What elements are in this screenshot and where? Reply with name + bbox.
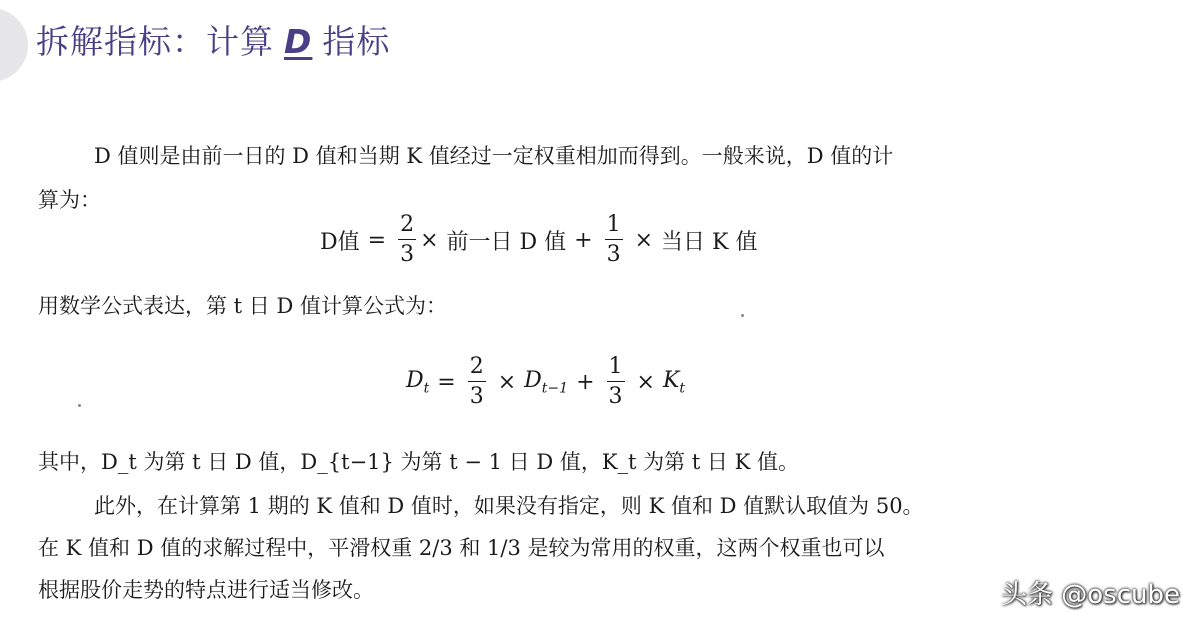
fraction-denominator: 3 [608,384,623,409]
fraction-denominator: 3 [606,242,621,267]
title-d-letter: D [284,22,313,61]
plus-sign: + [576,369,595,395]
fraction-one-third [605,214,623,266]
times-sign: × [636,369,655,395]
paragraph-line: 在 K 值和 D 值的求解过程中，平滑权重 2/3 和 1/3 是较为常用的权重，这两个权重也可以 [38,536,885,560]
paragraph-line: 此外，在计算第 1 期的 K 值和 D 值时，如果没有指定，则 K 值和 D 值默认取值为 50。 [94,494,924,518]
slide-title [36,16,390,63]
paragraph-line: 用数学公式表达，第 t 日 D 值计算公式为： [38,294,447,318]
formula-term-d-prev: $D_{t-1}$ [524,367,569,397]
paragraph-line: D 值则是由前一日的 D 值和当期 K 值经过一定权重相加而得到。一般来说，D 值的计 [94,144,894,168]
plus-sign: + [574,227,593,253]
fraction-two-thirds [468,356,486,408]
fraction-two-thirds [398,214,416,266]
corner-decoration [0,8,28,82]
paragraph-line: 算为： [38,188,101,212]
equals-sign: = [367,227,387,253]
times-sign: × [634,227,654,253]
formula-lhs: $D_t$ [406,367,430,397]
fraction-numerator: 2 [398,214,416,240]
fraction-denominator: 3 [469,384,484,409]
equals-sign: = [437,369,456,395]
fraction-denominator: 3 [400,242,415,267]
stray-dot [741,314,744,317]
times-sign: × [420,227,439,253]
fraction-one-third [607,356,625,408]
formula-term-k: $K_t$ [662,367,686,397]
formula-d-t [406,356,685,408]
title-prefix: 拆解指标：计算 [36,22,274,61]
fraction-numerator: 1 [605,214,623,240]
title-suffix: 指标 [322,22,391,61]
formula-lhs: D值 [320,229,360,255]
fraction-numerator: 1 [607,356,625,382]
paragraph-line: 根据股价走势的特点进行适当修改。 [38,578,374,602]
times-sign: × [497,369,517,395]
fraction-numerator: 2 [468,356,486,382]
formula-d-value-words [320,214,757,266]
paragraph-line: 其中，D_t 为第 t 日 D 值，D_{t−1} 为第 t − 1 日 D 值，K_t 为第 t 日 K 值。 [38,450,799,474]
formula-term-today-k: 当日 K 值 [661,229,758,255]
watermark-text: 头条 @oscube [1001,580,1180,610]
formula-term-prev-d: 前一日 D 值 [446,229,567,255]
stray-dot [78,404,81,407]
